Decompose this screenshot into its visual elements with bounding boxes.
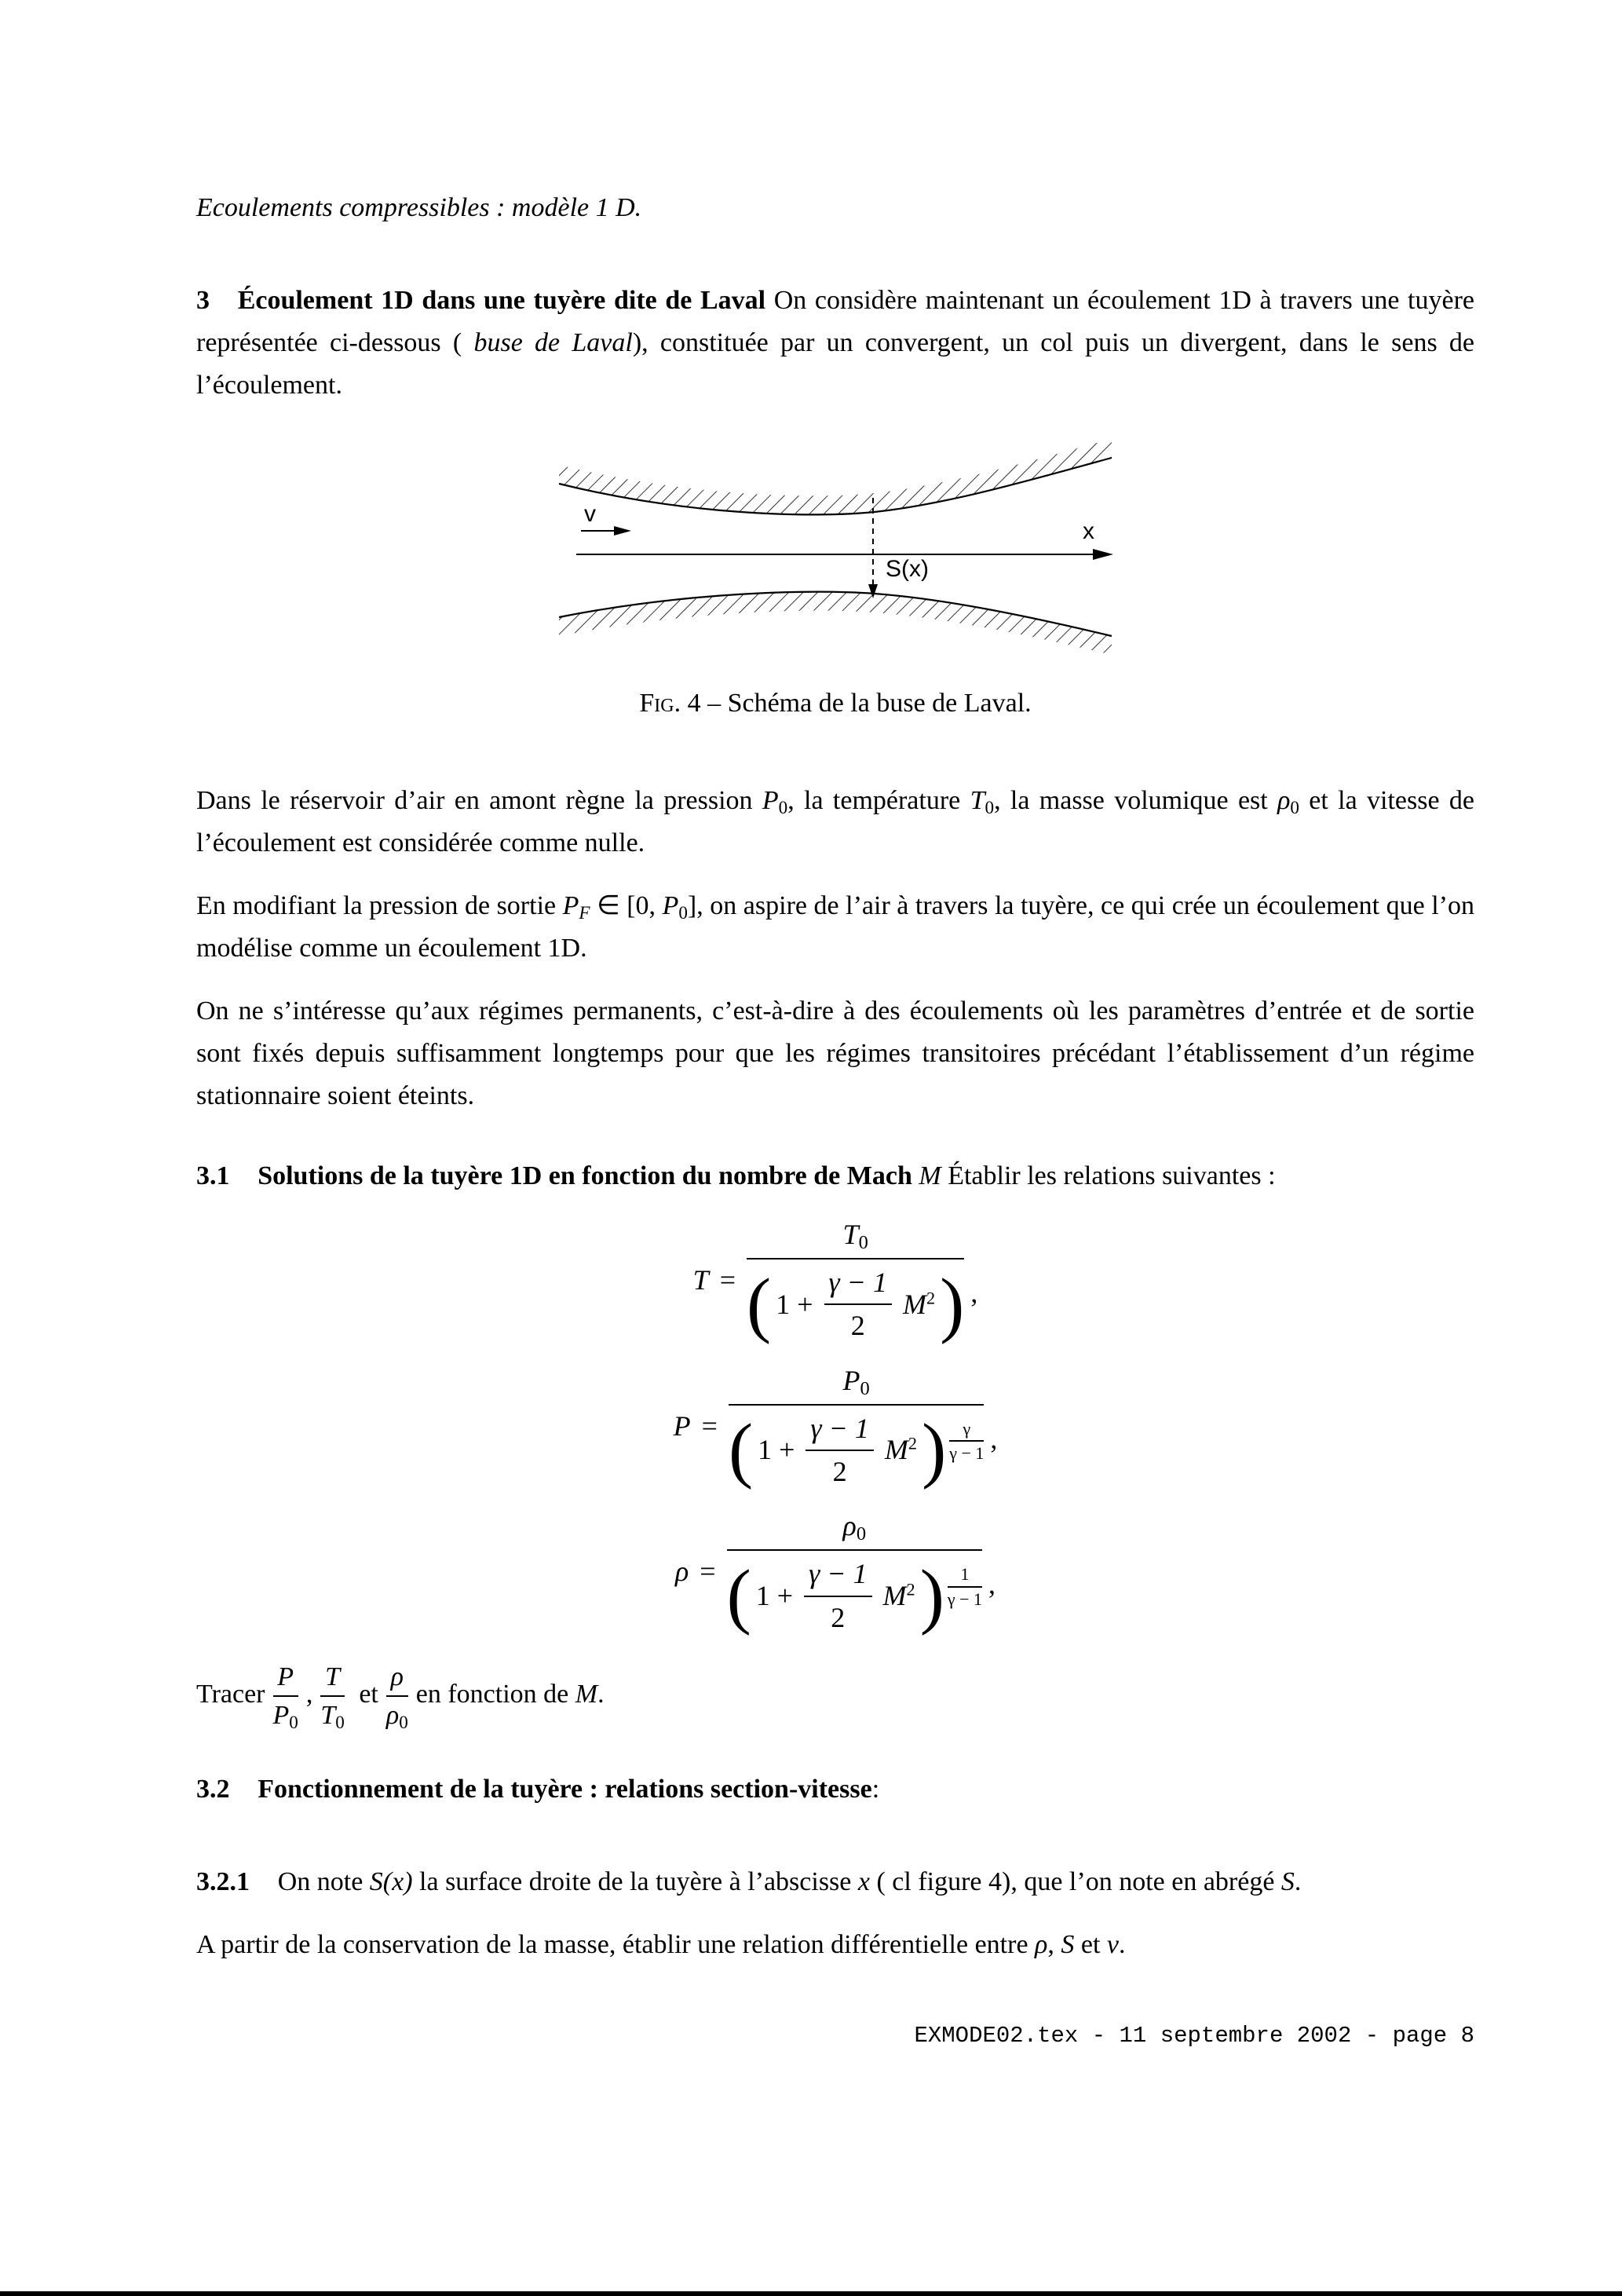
math-sub: 0 <box>985 797 995 818</box>
footer-text: EXMODE02.tex - 11 septembre 2002 - page 8 <box>914 2023 1474 2049</box>
section-area-label: S(x) <box>886 556 929 582</box>
close-paren: ) <box>922 1409 947 1491</box>
laval-nozzle-diagram <box>553 438 1118 666</box>
section-3-body-b: ), constituée par un convergent, un col puis un divergent, dans le sens de l’écoulement. <box>196 328 1475 400</box>
eq2-fraction <box>729 1364 984 1490</box>
math-sup: 2 <box>906 1579 915 1600</box>
tracer-tail-b: . <box>597 1679 605 1709</box>
math-var-Sx: S(x) <box>369 1866 413 1896</box>
gamma-minus-one: γ − 1 <box>809 1558 868 1590</box>
math-var-rho0: ρ <box>1277 786 1291 815</box>
eq3-lhs: ρ <box>674 1556 689 1588</box>
top-wall-hatching <box>559 439 1112 514</box>
den-lead: 1 + <box>758 1434 795 1466</box>
page-footer <box>914 2023 1474 2049</box>
p1-text-c: , la masse volumique est <box>994 786 1278 815</box>
gamma-fraction <box>824 1266 892 1343</box>
p4-text-d: . <box>1119 1929 1126 1959</box>
math-sup: 2 <box>908 1434 918 1454</box>
den-lead: 1 + <box>755 1579 794 1611</box>
tracer-tail-a: en fonction de <box>415 1679 575 1709</box>
s321-text-b: la surface droite de la tuyère à l’abscisse <box>412 1866 858 1896</box>
eq2-exponent <box>949 1409 984 1464</box>
math-var: P <box>842 1364 860 1396</box>
section-3-number: 3 <box>196 286 210 315</box>
exp-denominator: γ − 1 <box>948 1586 982 1609</box>
close-paren: ) <box>940 1263 965 1345</box>
fraction-denominator <box>320 1695 344 1731</box>
math-sub: 0 <box>335 1712 345 1733</box>
math-sub: 0 <box>858 1232 868 1254</box>
math-var: ρ <box>390 1662 404 1691</box>
open-paren: ( <box>726 1555 751 1636</box>
v-label: v <box>584 501 596 527</box>
math-var-PF: P <box>562 891 579 920</box>
p1-text-a: Dans le réservoir d’air en amont règne la pression <box>196 786 762 815</box>
section-3-2-1-number: 3.2.1 <box>196 1866 250 1896</box>
exp-denominator: γ − 1 <box>949 1440 984 1463</box>
math-sub: 0 <box>289 1712 298 1733</box>
x-axis-arrowhead <box>1093 549 1113 560</box>
gamma-fraction <box>806 1412 873 1489</box>
p1-text-d: et la vitesse de l’écoulement est considérée comme nulle. <box>196 786 1475 857</box>
paragraph-conservation <box>196 1924 1474 1966</box>
figure-caption-tag: Fig. 4 – <box>639 689 721 718</box>
math-var-x: x <box>857 1866 870 1896</box>
s321-text-d: . <box>1294 1866 1302 1896</box>
text-block <box>196 187 1474 1966</box>
equals-sign: = <box>700 1556 716 1588</box>
equation-temperature <box>196 1218 1474 1344</box>
two: 2 <box>824 1303 892 1343</box>
math-var-M: M <box>919 1161 941 1190</box>
equals-sign: = <box>719 1264 736 1296</box>
running-header-text: Ecoulements compressibles : modèle 1 D. <box>196 193 642 222</box>
p2-text-c: ], on aspire de l’air à travers la tuyère, ce qui crée un écoulement que l’on modélise comme un écoulement 1D. <box>196 891 1474 963</box>
equation-density <box>196 1509 1474 1635</box>
figure-caption-text: Schéma de la buse de Laval. <box>721 689 1032 718</box>
math-var-P0: P <box>662 891 679 920</box>
eq3-numerator <box>835 1509 875 1549</box>
mach-squared <box>903 1288 935 1322</box>
two: 2 <box>806 1450 873 1489</box>
eq2-numerator <box>835 1364 878 1404</box>
den-lead: 1 + <box>776 1288 813 1320</box>
section-3-body-a: On considère maintenant un écoulement 1D à travers une tuyère représentée ci-dessous ( <box>196 286 1475 357</box>
section-3-2-heading <box>196 1768 1474 1811</box>
eq1-comma: , <box>970 1277 978 1309</box>
comma: , <box>305 1679 313 1709</box>
v-arrowhead <box>614 526 631 536</box>
math-var: P <box>277 1662 294 1691</box>
exp-numerator: 1 <box>960 1564 970 1585</box>
paragraph-sortie <box>196 885 1474 970</box>
math-var-M: M <box>882 1579 907 1611</box>
exp-numerator: γ <box>963 1418 971 1439</box>
math-var: P <box>272 1700 290 1730</box>
fraction-rho-over-rho0 <box>386 1662 408 1731</box>
math-var: T <box>320 1700 336 1730</box>
gamma-minus-one: γ − 1 <box>810 1412 869 1444</box>
math-var: T <box>842 1219 859 1250</box>
mach-squared <box>883 1579 915 1613</box>
math-sub: 0 <box>860 1377 870 1399</box>
tracer-lead: Tracer <box>196 1679 265 1709</box>
paragraph-reservoir <box>196 780 1474 865</box>
two: 2 <box>804 1596 871 1635</box>
math-var-M: M <box>884 1434 908 1466</box>
math-sub: F <box>579 902 590 923</box>
math-var: ρ <box>842 1510 857 1542</box>
p1-text-b: , la température <box>787 786 970 815</box>
p2-text-b: ∈ [0, <box>590 891 663 920</box>
eq3-fraction <box>727 1509 982 1635</box>
eq1-numerator <box>835 1218 876 1258</box>
math-var-T0: T <box>970 786 985 815</box>
fraction-T-over-T0 <box>320 1662 344 1731</box>
eq1-lhs: T <box>692 1264 709 1296</box>
math-var-M: M <box>902 1288 926 1320</box>
math-sub: 0 <box>856 1523 867 1545</box>
close-paren: ) <box>919 1555 944 1636</box>
math-sup: 2 <box>926 1288 936 1308</box>
eq3-exponent <box>948 1554 982 1609</box>
math-sub: 0 <box>1290 797 1299 818</box>
math-var-S: S <box>1061 1929 1075 1959</box>
open-paren: ( <box>747 1263 772 1345</box>
math-var-M: M <box>575 1679 598 1709</box>
running-header <box>196 187 1474 229</box>
eq3-comma: , <box>988 1568 996 1600</box>
page-bottom-edge <box>0 2291 1622 2296</box>
math-var-S: S <box>1280 1866 1295 1896</box>
fraction-denominator <box>386 1695 408 1731</box>
figure-caption <box>553 682 1118 725</box>
p4-text-c: et <box>1074 1929 1107 1959</box>
math-var-P0: P <box>762 786 779 815</box>
equals-sign: = <box>701 1409 718 1442</box>
paragraph-regimes <box>196 990 1474 1117</box>
section-3-1-tail: Établir les relations suivantes : <box>948 1161 1276 1190</box>
math-var-rho: ρ <box>1035 1929 1048 1959</box>
s321-text-a: On note <box>277 1866 370 1896</box>
open-paren: ( <box>728 1409 754 1491</box>
math-sub: 0 <box>399 1712 408 1733</box>
section-3-1-heading <box>196 1155 1474 1197</box>
section-3-2-number: 3.2 <box>196 1774 230 1804</box>
math-var: ρ <box>385 1700 400 1730</box>
math-sub: 0 <box>678 902 688 923</box>
section-3-paragraph <box>196 280 1474 407</box>
math-sub: 0 <box>778 797 788 818</box>
eq2-denominator <box>729 1404 984 1489</box>
equation-pressure <box>196 1364 1474 1490</box>
eq2-lhs: P <box>673 1409 691 1442</box>
section-3-2-colon: : <box>871 1774 880 1804</box>
bottom-wall-hatching <box>559 592 1112 655</box>
gamma-minus-one: γ − 1 <box>828 1267 887 1299</box>
eq3-denominator <box>727 1549 982 1634</box>
eq2-comma: , <box>990 1422 998 1454</box>
x-axis-label: x <box>1083 518 1094 544</box>
fraction-denominator <box>273 1695 298 1731</box>
mach-squared <box>885 1433 917 1467</box>
p4-text-a: A partir de la conservation de la masse, établir une relation différentielle entre <box>196 1929 1036 1959</box>
fraction-P-over-P0 <box>273 1662 298 1731</box>
section-3-2-1-paragraph <box>196 1861 1474 1903</box>
section-3-1-title: Solutions de la tuyère 1D en fonction du nombre de Mach <box>258 1161 912 1190</box>
s321-text-c: ( cl figure 4), que l’on note en abrégé <box>869 1866 1281 1896</box>
section-3-1-number: 3.1 <box>196 1161 230 1190</box>
tracer-line <box>196 1662 1474 1731</box>
section-3-body-italic: buse de Laval <box>473 328 633 357</box>
et-word: et <box>359 1679 378 1709</box>
figure-laval-nozzle <box>553 438 1118 725</box>
math-var: T <box>325 1662 341 1691</box>
p2-text-a: En modifiant la pression de sortie <box>196 891 563 920</box>
section-3-2-title: Fonctionnement de la tuyère : relations section-vitesse <box>258 1774 872 1804</box>
p4-text-b: , <box>1047 1929 1061 1959</box>
math-var-v: v <box>1106 1929 1120 1959</box>
eq1-denominator <box>747 1258 964 1343</box>
eq1-fraction <box>747 1218 964 1344</box>
gamma-fraction <box>804 1557 871 1634</box>
section-3-title: Écoulement 1D dans une tuyère dite de Laval <box>237 286 766 315</box>
p3-text: On ne s’intéresse qu’aux régimes permanents, c’est-à-dire à des écoulements où les paramètres d’entrée et de sortie sont fixés depuis suffisamment longtemps pour que les régimes transitoires précédant l’établissement d’un régime stationnaire soient éteints. <box>196 996 1474 1110</box>
